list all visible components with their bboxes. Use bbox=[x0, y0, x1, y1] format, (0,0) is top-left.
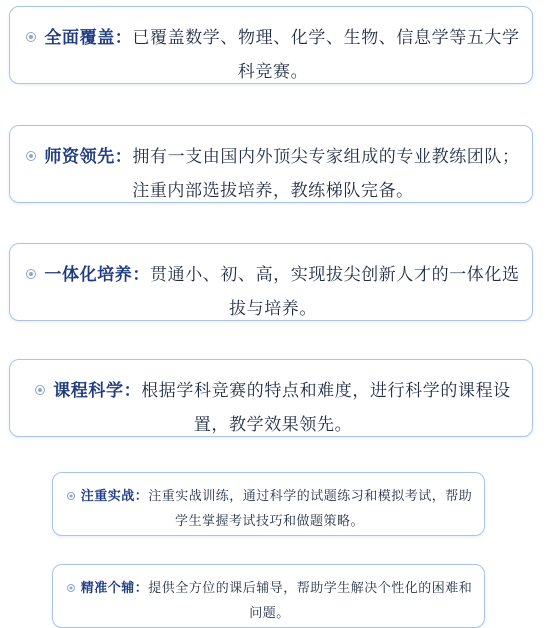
feature-text: 注重实战训练，通过科学的试题练习和模拟考试，帮助学生掌握考试技巧和做题策略。 bbox=[148, 489, 473, 529]
feature-title: 师资领先： bbox=[44, 147, 133, 167]
circle-bullet-icon bbox=[67, 492, 75, 500]
circle-bullet-icon bbox=[26, 269, 36, 279]
feature-text: 提供全方位的课后辅导，帮助学生解决个性化的困难和问题。 bbox=[148, 581, 473, 621]
feature-title: 一体化培养： bbox=[44, 265, 150, 285]
feature-text: 拥有一支由国内外顶尖专家组成的专业教练团队；注重内部选拔培养，教练梯队完备。 bbox=[132, 147, 520, 201]
feature-card-practical-focus bbox=[52, 472, 485, 536]
circle-bullet-icon bbox=[35, 385, 45, 395]
feature-title: 注重实战： bbox=[80, 489, 149, 504]
feature-card-full-coverage bbox=[9, 6, 533, 84]
feature-title: 课程科学： bbox=[53, 381, 142, 401]
feature-text: 根据学科竞赛的特点和难度，进行科学的课程设置，教学效果领先。 bbox=[141, 381, 511, 435]
feature-text: 贯通小、初、高，实现拔尖创新人才的一体化选拔与培养。 bbox=[150, 265, 520, 319]
feature-title: 全面覆盖： bbox=[44, 28, 133, 48]
circle-bullet-icon bbox=[26, 32, 36, 42]
feature-text: 已覆盖数学、物理、化学、生物、信息学等五大学科竞赛。 bbox=[132, 28, 520, 82]
feature-card-integrated-training bbox=[9, 243, 533, 321]
feature-card-personal-tutoring bbox=[52, 564, 485, 628]
feature-card-scientific-curriculum bbox=[9, 359, 533, 437]
circle-bullet-icon bbox=[26, 151, 36, 161]
feature-card-leading-faculty bbox=[9, 125, 533, 203]
circle-bullet-icon bbox=[67, 584, 75, 592]
feature-title: 精准个辅： bbox=[80, 581, 149, 596]
